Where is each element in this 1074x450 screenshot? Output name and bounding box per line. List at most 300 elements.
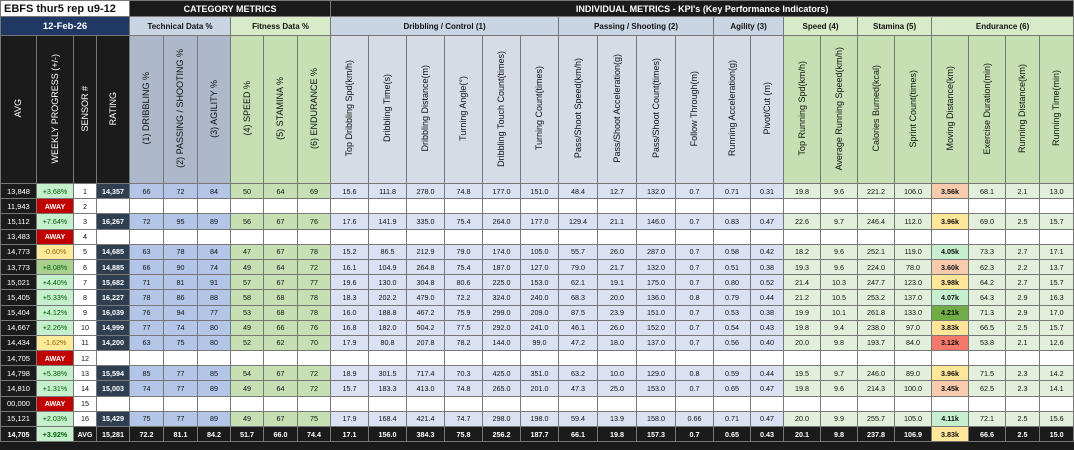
kpi-cell: 241.0 bbox=[521, 320, 559, 335]
category-col-header: (5) STAMINA % bbox=[264, 36, 298, 184]
kpi-cell bbox=[932, 229, 969, 244]
progress-cell: +7.64% bbox=[37, 214, 74, 229]
avg-kpi: 3.83k bbox=[932, 427, 969, 442]
progress-cell: +1.31% bbox=[37, 381, 74, 396]
kpi-col-header: Pass/Shoot Speed(km/h) bbox=[559, 36, 598, 184]
kpi-cell: 21.4 bbox=[784, 275, 821, 290]
kpi-cell: 158.0 bbox=[637, 411, 676, 426]
kpi-cell: 59.4 bbox=[559, 411, 598, 426]
category-cell bbox=[198, 351, 231, 366]
kpi-cell bbox=[714, 396, 751, 411]
avg-category: 72.2 bbox=[130, 427, 164, 442]
category-cell bbox=[264, 396, 298, 411]
kpi-col-header: Calories Burned(kcal) bbox=[858, 36, 895, 184]
category-cell bbox=[130, 396, 164, 411]
kpi-cell: 0.42 bbox=[751, 244, 784, 259]
kpi-cell: 225.0 bbox=[483, 275, 521, 290]
progress-cell: AWAY bbox=[37, 396, 74, 411]
kpi-cell bbox=[784, 351, 821, 366]
kpi-cell: 0.56 bbox=[714, 335, 751, 350]
category-cell: 57 bbox=[231, 275, 264, 290]
avg-cell: 15,021 bbox=[1, 275, 37, 290]
kpi-cell: 26.0 bbox=[598, 320, 637, 335]
avg-cell: 13,848 bbox=[1, 184, 37, 199]
kpi-cell: 3.96k bbox=[932, 366, 969, 381]
avg-cell: 15,112 bbox=[1, 214, 37, 229]
kpi-cell: 146.0 bbox=[637, 214, 676, 229]
kpi-cell: 0.58 bbox=[714, 244, 751, 259]
kpi-cell bbox=[714, 351, 751, 366]
kpi-cell: 71.5 bbox=[969, 366, 1006, 381]
sensor-cell: 11 bbox=[74, 335, 97, 350]
kpi-cell bbox=[637, 351, 676, 366]
rating-cell: 14,200 bbox=[97, 335, 130, 350]
rating-cell: 14,999 bbox=[97, 320, 130, 335]
kpi-cell bbox=[1006, 396, 1040, 411]
kpi-cell bbox=[858, 396, 895, 411]
kpi-cell: 2.5 bbox=[1006, 411, 1040, 426]
category-cell: 53 bbox=[231, 305, 264, 320]
progress-cell: +4.40% bbox=[37, 275, 74, 290]
kpi-cell bbox=[637, 396, 676, 411]
kpi-cell: 80.8 bbox=[369, 335, 407, 350]
kpi-cell: 240.0 bbox=[521, 290, 559, 305]
category-cell: 94 bbox=[164, 305, 198, 320]
kpi-cell: 324.0 bbox=[483, 290, 521, 305]
kpi-cell: 238.0 bbox=[858, 320, 895, 335]
kpi-cell: 201.0 bbox=[521, 381, 559, 396]
kpi-cell: 78.0 bbox=[895, 259, 932, 274]
category-cell: 52 bbox=[231, 335, 264, 350]
kpi-cell: 0.7 bbox=[676, 244, 714, 259]
kpi-cell: 74.7 bbox=[445, 411, 483, 426]
kpi-cell: 3.60k bbox=[932, 259, 969, 274]
kpi-cell bbox=[895, 396, 932, 411]
kpi-cell: 3.83k bbox=[932, 320, 969, 335]
category-cell: 78 bbox=[298, 244, 331, 259]
kpi-cell: 3.96k bbox=[932, 214, 969, 229]
kpi-cell bbox=[821, 229, 858, 244]
progress-cell: +3.68% bbox=[37, 184, 74, 199]
avg-kpi: 157.3 bbox=[637, 427, 676, 442]
kpi-cell: 3.98k bbox=[932, 275, 969, 290]
category-cell: 63 bbox=[130, 244, 164, 259]
category-cell: 77 bbox=[164, 411, 198, 426]
kpi-cell bbox=[1006, 351, 1040, 366]
kpi-cell: 63.2 bbox=[559, 366, 598, 381]
category-cell: 90 bbox=[164, 259, 198, 274]
avg-cell: 13,483 bbox=[1, 229, 37, 244]
category-cell: 74 bbox=[164, 320, 198, 335]
avg-kpi: 17.1 bbox=[331, 427, 369, 442]
kpi-cell: 0.80 bbox=[714, 275, 751, 290]
kpi-cell: 14.2 bbox=[1040, 366, 1074, 381]
category-cell bbox=[231, 229, 264, 244]
kpi-cell bbox=[932, 396, 969, 411]
kpi-cell: 278.0 bbox=[407, 184, 445, 199]
kpi-cell bbox=[598, 396, 637, 411]
category-col-header: (6) ENDURANCE % bbox=[298, 36, 331, 184]
avg-kpi: 66.1 bbox=[559, 427, 598, 442]
kpi-col-header: Pass/Shoot Acceleration(g) bbox=[598, 36, 637, 184]
progress-cell: -1.62% bbox=[37, 335, 74, 350]
avg-cell: 15,404 bbox=[1, 305, 37, 320]
kpi-cell: 0.7 bbox=[676, 305, 714, 320]
kpi-col-header: Turning Angle(°) bbox=[445, 36, 483, 184]
kpi-cell: 0.79 bbox=[714, 290, 751, 305]
progress-cell: AWAY bbox=[37, 199, 74, 214]
kpi-col-header: Pivot/Cut (m) bbox=[751, 36, 784, 184]
kpi-cell: 16.3 bbox=[1040, 290, 1074, 305]
avg-cell: 15,405 bbox=[1, 290, 37, 305]
kpi-cell: 13.7 bbox=[1040, 259, 1074, 274]
progress-cell: -0.60% bbox=[37, 244, 74, 259]
kpi-col-header: Dribbling Distance(m) bbox=[407, 36, 445, 184]
kpi-cell bbox=[858, 199, 895, 214]
category-cell: 72 bbox=[164, 184, 198, 199]
kpi-cell: 3.12k bbox=[932, 335, 969, 350]
kpi-cell: 22.6 bbox=[784, 214, 821, 229]
kpi-cell: 77.5 bbox=[445, 320, 483, 335]
kpi-cell: 123.0 bbox=[895, 275, 932, 290]
kpi-cell: 25.0 bbox=[598, 381, 637, 396]
kpi-cell bbox=[1040, 199, 1074, 214]
kpi-cell bbox=[637, 229, 676, 244]
kpi-cell bbox=[858, 229, 895, 244]
kpi-cell: 18.2 bbox=[784, 244, 821, 259]
kpi-cell: 479.0 bbox=[407, 290, 445, 305]
kpi-cell: 144.0 bbox=[483, 335, 521, 350]
category-cell: 68 bbox=[264, 290, 298, 305]
category-cell bbox=[164, 229, 198, 244]
kpi-cell bbox=[559, 199, 598, 214]
table-row bbox=[1, 229, 1074, 244]
kpi-cell: 212.9 bbox=[407, 244, 445, 259]
kpi-cell: 97.0 bbox=[895, 320, 932, 335]
kpi-cell: 467.2 bbox=[407, 305, 445, 320]
kpi-cell bbox=[751, 229, 784, 244]
kpi-cell: 301.5 bbox=[369, 366, 407, 381]
kpi-cell bbox=[676, 229, 714, 244]
kpi-cell: 2.3 bbox=[1006, 366, 1040, 381]
rating-cell: 15,682 bbox=[97, 275, 130, 290]
kpi-cell: 0.38 bbox=[751, 259, 784, 274]
table-row bbox=[1, 335, 1074, 350]
category-cell: 76 bbox=[130, 305, 164, 320]
kpi-cell: 299.0 bbox=[483, 305, 521, 320]
kpi-col-header: Top Dribbling Spd(km/h) bbox=[331, 36, 369, 184]
kpi-cell bbox=[369, 229, 407, 244]
category-cell: 78 bbox=[164, 244, 198, 259]
kpi-cell: 351.0 bbox=[521, 366, 559, 381]
table-row bbox=[1, 396, 1074, 411]
kpi-col-header: Moving Distance(km) bbox=[932, 36, 969, 184]
rating-cell: 16,267 bbox=[97, 214, 130, 229]
table-row bbox=[1, 214, 1074, 229]
avg-cell: 15,121 bbox=[1, 411, 37, 426]
kpi-cell: 74.8 bbox=[445, 184, 483, 199]
avg-kpi: 66.6 bbox=[969, 427, 1006, 442]
category-cell bbox=[298, 351, 331, 366]
kpi-cell: 15.7 bbox=[1040, 214, 1074, 229]
kpi-cell: 84.0 bbox=[895, 335, 932, 350]
kpi-cell bbox=[1040, 396, 1074, 411]
kpi-cell: 16.1 bbox=[331, 259, 369, 274]
category-cell: 64 bbox=[264, 381, 298, 396]
category-cell: 49 bbox=[231, 411, 264, 426]
kpi-cell bbox=[521, 199, 559, 214]
category-cell: 58 bbox=[231, 290, 264, 305]
category-cell: 56 bbox=[231, 214, 264, 229]
kpi-cell: 10.1 bbox=[821, 305, 858, 320]
category-cell bbox=[231, 351, 264, 366]
sensor-cell: 4 bbox=[74, 229, 97, 244]
rating-cell: 15,594 bbox=[97, 366, 130, 381]
kpi-cell: 15.6 bbox=[1040, 411, 1074, 426]
rating-cell: 16,227 bbox=[97, 290, 130, 305]
category-cell: 75 bbox=[130, 411, 164, 426]
category-cell bbox=[298, 229, 331, 244]
kpi-cell: 174.0 bbox=[483, 244, 521, 259]
kpi-cell bbox=[521, 396, 559, 411]
kpi-cell bbox=[598, 199, 637, 214]
kpi-cell: 264.8 bbox=[407, 259, 445, 274]
kpi-cell: 48.4 bbox=[559, 184, 598, 199]
category-cell: 78 bbox=[298, 305, 331, 320]
sensor-header: SENSOR # bbox=[74, 36, 97, 184]
kpi-cell: 73.3 bbox=[969, 244, 1006, 259]
kpi-cell: 0.7 bbox=[676, 259, 714, 274]
kpi-cell: 16.8 bbox=[331, 320, 369, 335]
category-cell bbox=[198, 396, 231, 411]
category-cell: 84 bbox=[198, 184, 231, 199]
kpi-cell: 2.7 bbox=[1006, 244, 1040, 259]
kpi-cell bbox=[784, 199, 821, 214]
kpi-cell: 10.3 bbox=[821, 275, 858, 290]
kpi-cell: 70.3 bbox=[445, 366, 483, 381]
category-cell: 88 bbox=[198, 290, 231, 305]
avg-kpi: 2.5 bbox=[1006, 427, 1040, 442]
kpi-cell: 9.6 bbox=[821, 259, 858, 274]
kpi-cell: 18.9 bbox=[331, 366, 369, 381]
category-col-header: (3) AGILITY % bbox=[198, 36, 231, 184]
kpi-cell bbox=[1006, 229, 1040, 244]
kpi-cell: 19.1 bbox=[598, 275, 637, 290]
avg-kpi: 15.0 bbox=[1040, 427, 1074, 442]
kpi-cell: 62.3 bbox=[969, 259, 1006, 274]
kpi-cell: 198.0 bbox=[521, 411, 559, 426]
kpi-cell: 292.0 bbox=[483, 320, 521, 335]
kpi-cell: 141.9 bbox=[369, 214, 407, 229]
kpi-cell: 2.9 bbox=[1006, 305, 1040, 320]
category-cell: 72 bbox=[298, 366, 331, 381]
category-cell: 67 bbox=[264, 275, 298, 290]
rating-header: RATING bbox=[97, 36, 130, 184]
category-cell: 80 bbox=[198, 320, 231, 335]
kpi-col-header: Dribbling Time(s) bbox=[369, 36, 407, 184]
table-row bbox=[1, 366, 1074, 381]
kpi-cell: 0.47 bbox=[751, 214, 784, 229]
kpi-cell: 0.53 bbox=[714, 305, 751, 320]
kpi-cell bbox=[445, 199, 483, 214]
avg-cell: 14,705 bbox=[1, 351, 37, 366]
category-cell: 54 bbox=[231, 366, 264, 381]
kpi-cell: 18.3 bbox=[331, 290, 369, 305]
kpi-cell: 89.0 bbox=[895, 366, 932, 381]
kpi-cell bbox=[895, 199, 932, 214]
category-cell: 86 bbox=[164, 290, 198, 305]
table-row bbox=[1, 351, 1074, 366]
group-stamina: Stamina (5) bbox=[858, 17, 932, 36]
kpi-cell bbox=[821, 396, 858, 411]
kpi-cell bbox=[369, 396, 407, 411]
kpi-cell: 100.0 bbox=[895, 381, 932, 396]
kpi-cell: 0.51 bbox=[714, 259, 751, 274]
kpi-cell: 287.0 bbox=[637, 244, 676, 259]
avg-progress: +3.92% bbox=[37, 427, 74, 442]
kpi-cell: 151.0 bbox=[637, 305, 676, 320]
avg-kpi: 156.0 bbox=[369, 427, 407, 442]
kpi-cell: 105.0 bbox=[895, 411, 932, 426]
individual-metrics-header: INDIVIDUAL METRICS - KPI's (Key Performance Indicators) bbox=[331, 1, 1074, 17]
kpi-cell: 72.2 bbox=[445, 290, 483, 305]
kpi-cell: 183.3 bbox=[369, 381, 407, 396]
kpi-cell: 2.1 bbox=[1006, 184, 1040, 199]
sensor-cell: 5 bbox=[74, 244, 97, 259]
kpi-cell: 9.9 bbox=[821, 411, 858, 426]
kpi-cell: 2.2 bbox=[1006, 259, 1040, 274]
kpi-cell: 136.0 bbox=[637, 290, 676, 305]
rating-cell: 14,685 bbox=[97, 244, 130, 259]
kpi-cell: 47.3 bbox=[559, 381, 598, 396]
kpi-cell bbox=[331, 229, 369, 244]
kpi-cell: 224.0 bbox=[858, 259, 895, 274]
category-cell bbox=[264, 199, 298, 214]
rating-cell: 16,039 bbox=[97, 305, 130, 320]
group-endurance: Endurance (6) bbox=[932, 17, 1074, 36]
kpi-cell: 14.1 bbox=[1040, 381, 1074, 396]
kpi-cell: 68.3 bbox=[559, 290, 598, 305]
kpi-cell: 15.7 bbox=[1040, 275, 1074, 290]
kpi-cell: 127.0 bbox=[521, 259, 559, 274]
progress-cell: +2.03% bbox=[37, 411, 74, 426]
kpi-cell: 4.21k bbox=[932, 305, 969, 320]
category-cell: 85 bbox=[130, 366, 164, 381]
avg-category: 66.0 bbox=[264, 427, 298, 442]
avg-kpi: 0.7 bbox=[676, 427, 714, 442]
category-metrics-header: CATEGORY METRICS bbox=[130, 1, 331, 17]
progress-cell: AWAY bbox=[37, 229, 74, 244]
category-cell: 80 bbox=[198, 335, 231, 350]
kpi-cell: 19.3 bbox=[784, 259, 821, 274]
kpi-cell: 55.7 bbox=[559, 244, 598, 259]
kpi-cell: 425.0 bbox=[483, 366, 521, 381]
kpi-cell: 0.47 bbox=[751, 411, 784, 426]
avg-cell: 14,434 bbox=[1, 335, 37, 350]
kpi-cell bbox=[895, 229, 932, 244]
kpi-cell: 168.4 bbox=[369, 411, 407, 426]
progress-cell: +8.08% bbox=[37, 259, 74, 274]
group-agility: Agility (3) bbox=[714, 17, 784, 36]
kpi-cell bbox=[483, 229, 521, 244]
category-cell bbox=[264, 229, 298, 244]
sensor-cell: 1 bbox=[74, 184, 97, 199]
kpi-cell: 717.4 bbox=[407, 366, 445, 381]
table-row bbox=[1, 320, 1074, 335]
kpi-cell: 0.7 bbox=[676, 320, 714, 335]
kpi-cell: 20.0 bbox=[598, 290, 637, 305]
category-cell: 91 bbox=[198, 275, 231, 290]
kpi-cell: 0.8 bbox=[676, 366, 714, 381]
kpi-cell: 18.0 bbox=[598, 335, 637, 350]
kpi-cell: 105.0 bbox=[521, 244, 559, 259]
kpi-cell: 0.59 bbox=[714, 366, 751, 381]
table-row bbox=[1, 199, 1074, 214]
category-cell bbox=[130, 351, 164, 366]
kpi-cell bbox=[932, 351, 969, 366]
category-cell bbox=[198, 199, 231, 214]
avg-cell: 14,667 bbox=[1, 320, 37, 335]
kpi-cell bbox=[559, 396, 598, 411]
kpi-cell: 62.1 bbox=[559, 275, 598, 290]
kpi-cell: 421.4 bbox=[407, 411, 445, 426]
kpi-cell bbox=[932, 199, 969, 214]
kpi-cell bbox=[407, 199, 445, 214]
progress-cell: +4.12% bbox=[37, 305, 74, 320]
kpi-cell: 79.0 bbox=[559, 259, 598, 274]
kpi-cell bbox=[1040, 229, 1074, 244]
kpi-col-header: Sprint Count(times) bbox=[895, 36, 932, 184]
avg-category: 74.4 bbox=[298, 427, 331, 442]
kpi-cell: 132.0 bbox=[637, 184, 676, 199]
kpi-cell: 119.0 bbox=[895, 244, 932, 259]
category-col-header: (2) PASSING / SHOOTING % bbox=[164, 36, 198, 184]
kpi-cell: 13.9 bbox=[598, 411, 637, 426]
category-cell: 89 bbox=[198, 214, 231, 229]
kpi-cell: 261.8 bbox=[858, 305, 895, 320]
kpi-cell: 214.3 bbox=[858, 381, 895, 396]
kpi-cell bbox=[483, 199, 521, 214]
sensor-cell: 3 bbox=[74, 214, 97, 229]
kpi-cell: 3.45k bbox=[932, 381, 969, 396]
kpi-cell: 19.8 bbox=[784, 381, 821, 396]
avg-kpi: 9.8 bbox=[821, 427, 858, 442]
kpi-cell bbox=[714, 199, 751, 214]
kpi-cell: 413.0 bbox=[407, 381, 445, 396]
kpi-cell: 265.0 bbox=[483, 381, 521, 396]
kpi-cell: 252.1 bbox=[858, 244, 895, 259]
sensor-cell: 14 bbox=[74, 381, 97, 396]
kpi-cell bbox=[521, 351, 559, 366]
kpi-cell: 247.7 bbox=[858, 275, 895, 290]
kpi-cell: 111.8 bbox=[369, 184, 407, 199]
kpi-cell: 0.7 bbox=[676, 184, 714, 199]
kpi-cell: 99.0 bbox=[521, 335, 559, 350]
kpi-cell: 0.44 bbox=[751, 290, 784, 305]
category-cell: 47 bbox=[231, 244, 264, 259]
kpi-cell: 177.0 bbox=[521, 214, 559, 229]
kpi-cell: 74.8 bbox=[445, 381, 483, 396]
kpi-cell: 4.05k bbox=[932, 244, 969, 259]
kpi-col-header: Top Running Spd(km/h) bbox=[784, 36, 821, 184]
kpi-cell: 4.07k bbox=[932, 290, 969, 305]
kpi-cell: 209.0 bbox=[521, 305, 559, 320]
category-cell bbox=[298, 199, 331, 214]
kpi-cell: 75.4 bbox=[445, 259, 483, 274]
kpi-cell: 187.0 bbox=[483, 259, 521, 274]
category-cell bbox=[198, 229, 231, 244]
category-cell: 89 bbox=[198, 411, 231, 426]
